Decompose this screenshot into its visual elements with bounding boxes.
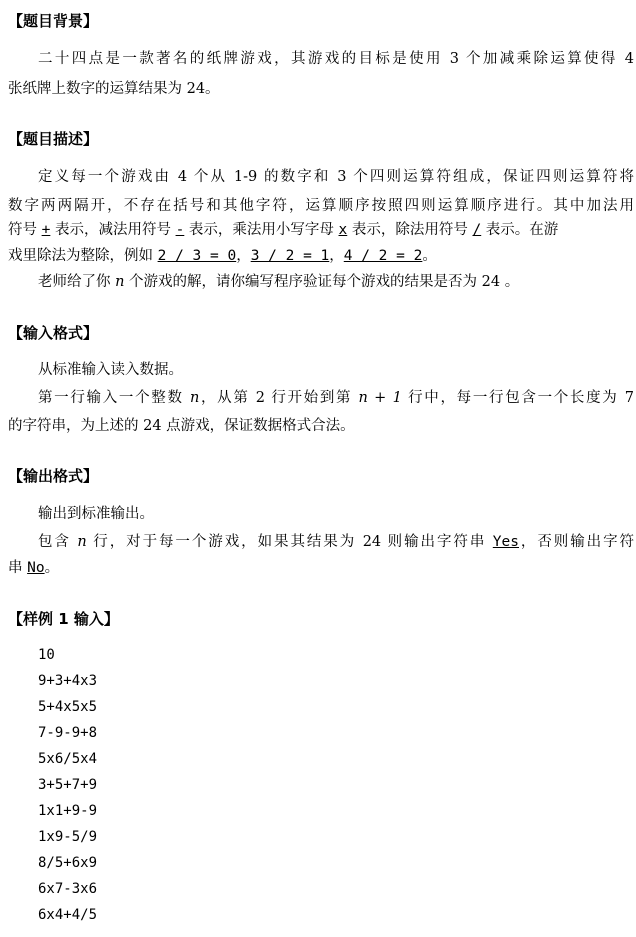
sample-line: 3+5+7+9 bbox=[38, 777, 98, 793]
text-fragment: 符号 bbox=[8, 222, 42, 238]
text-fragment: 。 bbox=[422, 248, 437, 264]
sample-line: 6x7-3x6 bbox=[38, 881, 98, 897]
description-line-1: 定义每一个游戏由 4 个从 1-9 的数字和 3 个四则运算符组成，保证四则运算符将 bbox=[38, 169, 634, 185]
sample-input-heading: 【样例 1 输入】 bbox=[8, 610, 119, 628]
description-line-4 bbox=[8, 244, 634, 265]
text-fragment: ，从第 2 行开始到第 bbox=[199, 390, 359, 406]
variable-n: n bbox=[77, 534, 87, 550]
text-fragment: 表示，减法用符号 bbox=[50, 222, 176, 238]
background-heading: 【题目背景】 bbox=[8, 12, 99, 30]
text-fragment: 表示。在游 bbox=[481, 222, 559, 238]
input-line-2 bbox=[38, 386, 634, 407]
minus-symbol: - bbox=[175, 222, 185, 238]
variable-n: n bbox=[189, 390, 200, 406]
no-string: No bbox=[27, 560, 45, 576]
sample-line: 1x9-5/9 bbox=[38, 829, 98, 845]
sample-line: 6x4+4/5 bbox=[38, 907, 98, 923]
text-fragment: 行中，每一行包含一个长度为 7 bbox=[401, 390, 634, 406]
input-heading: 【输入格式】 bbox=[8, 324, 99, 342]
text-fragment: ，否则输出字符 bbox=[519, 534, 635, 550]
background-line-2: 张纸牌上数字的运算结果为 24。 bbox=[8, 81, 220, 97]
division-example-3: 4 / 2 = 2 bbox=[343, 248, 423, 264]
text-fragment: 包含 bbox=[38, 534, 78, 550]
text-fragment: 。 bbox=[44, 560, 60, 576]
output-line-1: 输出到标准输出。 bbox=[38, 506, 154, 522]
yes-string: Yes bbox=[492, 534, 519, 550]
output-line-3 bbox=[8, 556, 634, 577]
description-line-5 bbox=[38, 270, 519, 291]
plus-symbol: + bbox=[41, 222, 51, 238]
text-fragment: 串 bbox=[8, 560, 28, 576]
input-line-3: 的字符串，为上述的 24 点游戏，保证数据格式合法。 bbox=[8, 418, 355, 434]
sample-line: 1x1+9-9 bbox=[38, 803, 98, 819]
division-example-1: 2 / 3 = 0 bbox=[157, 248, 237, 264]
output-heading: 【输出格式】 bbox=[8, 467, 99, 485]
background-line-1: 二十四点是一款著名的纸牌游戏，其游戏的目标是使用 3 个加减乘除运算使得 4 bbox=[38, 51, 634, 67]
text-fragment: 行，对于每一个游戏，如果其结果为 24 则输出字符串 bbox=[86, 534, 493, 550]
variable-n-plus-1: n + 1 bbox=[358, 390, 402, 406]
times-symbol: x bbox=[338, 222, 348, 238]
division-example-2: 3 / 2 = 1 bbox=[250, 248, 330, 264]
text-fragment: 表示，乘法用小写字母 bbox=[184, 222, 339, 238]
variable-n: n bbox=[115, 274, 125, 290]
divide-symbol: / bbox=[472, 222, 482, 238]
text-fragment: 表示，除法用符号 bbox=[347, 222, 473, 238]
description-line-3 bbox=[8, 218, 634, 239]
text-fragment: 第一行输入一个整数 bbox=[38, 390, 190, 406]
text-fragment: ， bbox=[329, 248, 344, 264]
text-fragment: ， bbox=[236, 248, 251, 264]
text-fragment: 老师给了你 bbox=[38, 274, 116, 290]
input-line-1: 从标准输入读入数据。 bbox=[38, 362, 183, 378]
sample-line: 5+4x5x5 bbox=[38, 699, 98, 715]
sample-line: 5x6/5x4 bbox=[38, 751, 98, 767]
text-fragment: 个游戏的解，请你编写程序验证每个游戏的结果是否为 24 。 bbox=[124, 274, 520, 290]
text-fragment: 戏里除法为整除，例如 bbox=[8, 248, 158, 264]
description-line-2: 数字两两隔开，不存在括号和其他字符，运算顺序按照四则运算顺序进行。其中加法用 bbox=[8, 198, 634, 214]
sample-line: 7-9-9+8 bbox=[38, 725, 98, 741]
sample-line: 8/5+6x9 bbox=[38, 855, 98, 871]
description-heading: 【题目描述】 bbox=[8, 130, 99, 148]
sample-line: 10 bbox=[38, 647, 55, 663]
sample-line: 9+3+4x3 bbox=[38, 673, 98, 689]
output-line-2 bbox=[38, 530, 634, 551]
